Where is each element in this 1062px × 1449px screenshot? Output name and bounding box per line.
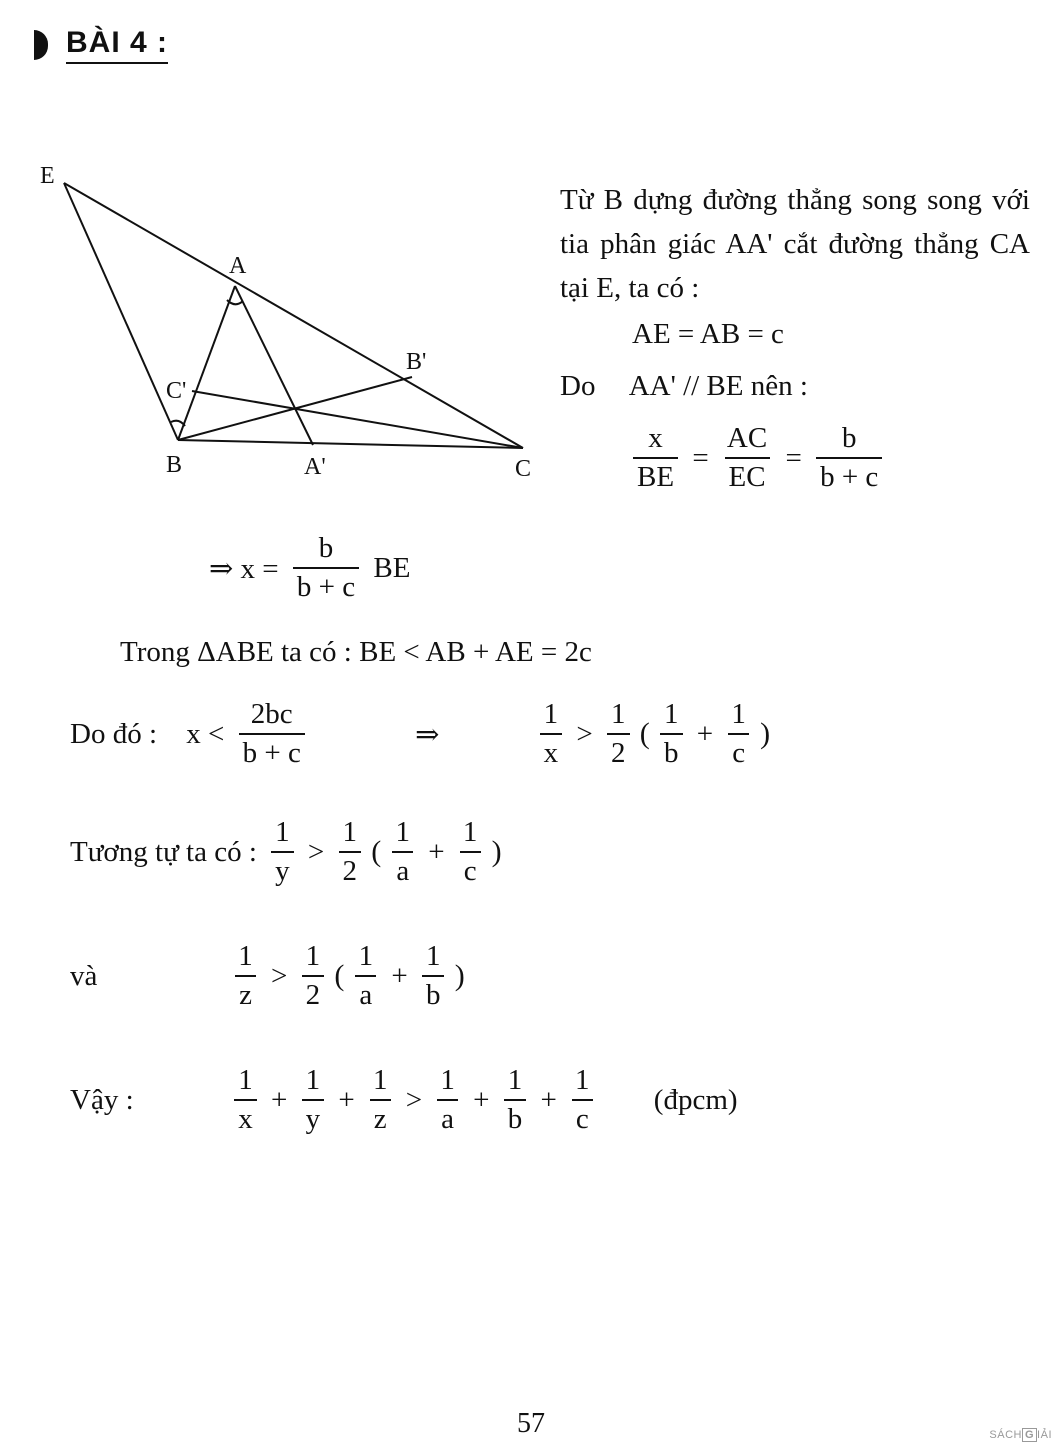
va-label: và bbox=[70, 959, 98, 992]
triangle-diagram bbox=[30, 150, 550, 490]
implies-x-line bbox=[205, 534, 414, 602]
open-paren: ( bbox=[639, 717, 650, 750]
den: b + c bbox=[293, 567, 359, 602]
den: b + c bbox=[816, 457, 882, 492]
do-line bbox=[560, 370, 808, 403]
open-paren: ( bbox=[334, 959, 345, 992]
fraction-1-a bbox=[355, 942, 378, 1010]
num: 1 bbox=[238, 1064, 253, 1096]
intro-paragraph: Từ B dựng đường thẳng song song với tia phân giác AA' cắt đường thẳng CA tại E, ta có : bbox=[560, 184, 1030, 304]
fraction-x-BE bbox=[633, 424, 678, 492]
fraction-1-b bbox=[660, 700, 683, 768]
den: a bbox=[355, 975, 376, 1010]
den: x bbox=[234, 1099, 257, 1134]
fraction-1-a bbox=[392, 818, 415, 886]
den: a bbox=[437, 1099, 458, 1134]
plus-sign: + bbox=[271, 1083, 288, 1116]
fraction-b-bc bbox=[293, 534, 359, 602]
line-A-B bbox=[178, 286, 235, 440]
den: b bbox=[660, 733, 683, 768]
den: EC bbox=[725, 457, 770, 492]
watermark-pre: SÁCH bbox=[989, 1429, 1022, 1441]
page-number: 57 bbox=[517, 1408, 545, 1439]
den: c bbox=[728, 733, 749, 768]
den: x bbox=[540, 733, 563, 768]
num: AC bbox=[726, 422, 768, 454]
fraction-1-y bbox=[271, 818, 294, 886]
implies-tail: BE bbox=[373, 551, 411, 584]
fraction-1-y bbox=[302, 1066, 325, 1134]
close-paren: ) bbox=[760, 717, 771, 750]
num: 1 bbox=[507, 1064, 523, 1096]
num: b bbox=[318, 532, 334, 564]
num: 1 bbox=[425, 940, 441, 972]
den: a bbox=[392, 851, 413, 886]
ratio-equation bbox=[630, 424, 885, 492]
diagram-svg bbox=[30, 150, 550, 490]
fraction-1-z bbox=[369, 1066, 392, 1134]
fraction-1-z bbox=[234, 942, 257, 1010]
do-do-line bbox=[66, 700, 866, 768]
fraction-2bc-bc bbox=[239, 700, 305, 768]
plus-sign: + bbox=[473, 1083, 490, 1116]
fraction-1-c bbox=[571, 1066, 594, 1134]
watermark-post: IẢI bbox=[1037, 1429, 1052, 1441]
section-heading bbox=[34, 22, 168, 68]
den: c bbox=[460, 851, 481, 886]
qed-label: (đpcm) bbox=[653, 1083, 738, 1116]
fraction-1-2 bbox=[607, 700, 630, 768]
den: 2 bbox=[339, 851, 362, 886]
tuong-tu-line bbox=[66, 818, 502, 886]
label-B-prime: B' bbox=[406, 349, 427, 375]
num: 1 bbox=[305, 940, 321, 972]
plus-sign: + bbox=[428, 835, 445, 868]
fraction-b-bc bbox=[816, 424, 882, 492]
implies-arrow: ⇒ bbox=[415, 718, 440, 751]
fraction-AC-EC bbox=[723, 424, 771, 492]
num: 1 bbox=[575, 1064, 590, 1096]
label-E: E bbox=[40, 163, 55, 189]
close-paren: ) bbox=[491, 835, 502, 868]
num: 1 bbox=[395, 816, 411, 848]
tuong-tu-label: Tương tự ta có : bbox=[70, 835, 257, 868]
fraction-1-2 bbox=[302, 942, 325, 1010]
line-B-C bbox=[178, 440, 523, 448]
den: b bbox=[504, 1099, 527, 1134]
fraction-1-b bbox=[422, 942, 445, 1010]
greater-sign: > bbox=[576, 717, 593, 750]
num: 1 bbox=[664, 698, 679, 730]
num: 1 bbox=[275, 816, 290, 848]
num: 1 bbox=[440, 1064, 455, 1096]
do-do-label: Do đó : bbox=[70, 717, 157, 750]
fraction-1-x bbox=[234, 1066, 257, 1134]
plus-sign: + bbox=[696, 717, 714, 750]
den: 2 bbox=[302, 975, 325, 1010]
den: BE bbox=[633, 457, 678, 492]
equals-sign: = bbox=[692, 441, 709, 474]
den: b + c bbox=[239, 733, 305, 768]
plus-sign: + bbox=[391, 959, 408, 992]
heading-marker bbox=[34, 30, 48, 60]
equation-AE-AB: AE = AB = c bbox=[632, 318, 784, 350]
num: 1 bbox=[238, 940, 253, 972]
fraction-1-c bbox=[727, 700, 750, 768]
label-C: C bbox=[515, 456, 532, 482]
num: x bbox=[648, 422, 663, 454]
va-line bbox=[66, 942, 465, 1010]
plus-sign: + bbox=[338, 1083, 355, 1116]
label-A-prime: A' bbox=[304, 454, 326, 480]
implies-prefix: ⇒ x = bbox=[209, 552, 279, 585]
heading-text: BÀI 4 : bbox=[66, 26, 168, 64]
num: 1 bbox=[358, 940, 374, 972]
fraction-1-a bbox=[436, 1066, 459, 1134]
x-less-than: x < bbox=[186, 717, 225, 750]
den: c bbox=[572, 1099, 593, 1134]
fraction-1-2 bbox=[339, 818, 362, 886]
close-paren: ) bbox=[454, 959, 465, 992]
plus-sign: + bbox=[540, 1083, 557, 1116]
greater-sign: > bbox=[271, 959, 288, 992]
label-C-prime: C' bbox=[166, 378, 187, 404]
num: 2bc bbox=[250, 698, 293, 730]
do-prefix: Do bbox=[560, 370, 596, 402]
fraction-1-b bbox=[504, 1066, 527, 1134]
num: 1 bbox=[611, 698, 626, 730]
den: y bbox=[302, 1099, 325, 1134]
line-E-B bbox=[64, 183, 178, 440]
num: b bbox=[841, 422, 857, 454]
vay-line bbox=[66, 1066, 742, 1134]
den: 2 bbox=[607, 733, 630, 768]
watermark-box: G bbox=[1022, 1428, 1037, 1442]
den: b bbox=[422, 975, 445, 1010]
fraction-1-x bbox=[540, 700, 563, 768]
num: 1 bbox=[543, 698, 559, 730]
den: y bbox=[271, 851, 294, 886]
label-B: B bbox=[166, 452, 183, 478]
vay-label: Vậy : bbox=[70, 1083, 134, 1116]
watermark-logo bbox=[989, 1428, 1052, 1442]
num: 1 bbox=[731, 698, 746, 730]
den: z bbox=[370, 1099, 391, 1134]
do-text: AA' // BE nên : bbox=[628, 370, 808, 402]
open-paren: ( bbox=[371, 835, 382, 868]
num: 1 bbox=[342, 816, 358, 848]
fraction-1-c bbox=[459, 818, 482, 886]
label-A: A bbox=[229, 253, 247, 279]
den: z bbox=[235, 975, 256, 1010]
num: 1 bbox=[305, 1064, 321, 1096]
num: 1 bbox=[372, 1064, 388, 1096]
greater-sign: > bbox=[307, 835, 325, 868]
greater-sign: > bbox=[405, 1083, 423, 1116]
num: 1 bbox=[462, 816, 478, 848]
equals-sign: = bbox=[785, 441, 802, 474]
triangle-inequality-line: Trong ΔABE ta có : BE < AB + AE = 2c bbox=[120, 636, 592, 668]
